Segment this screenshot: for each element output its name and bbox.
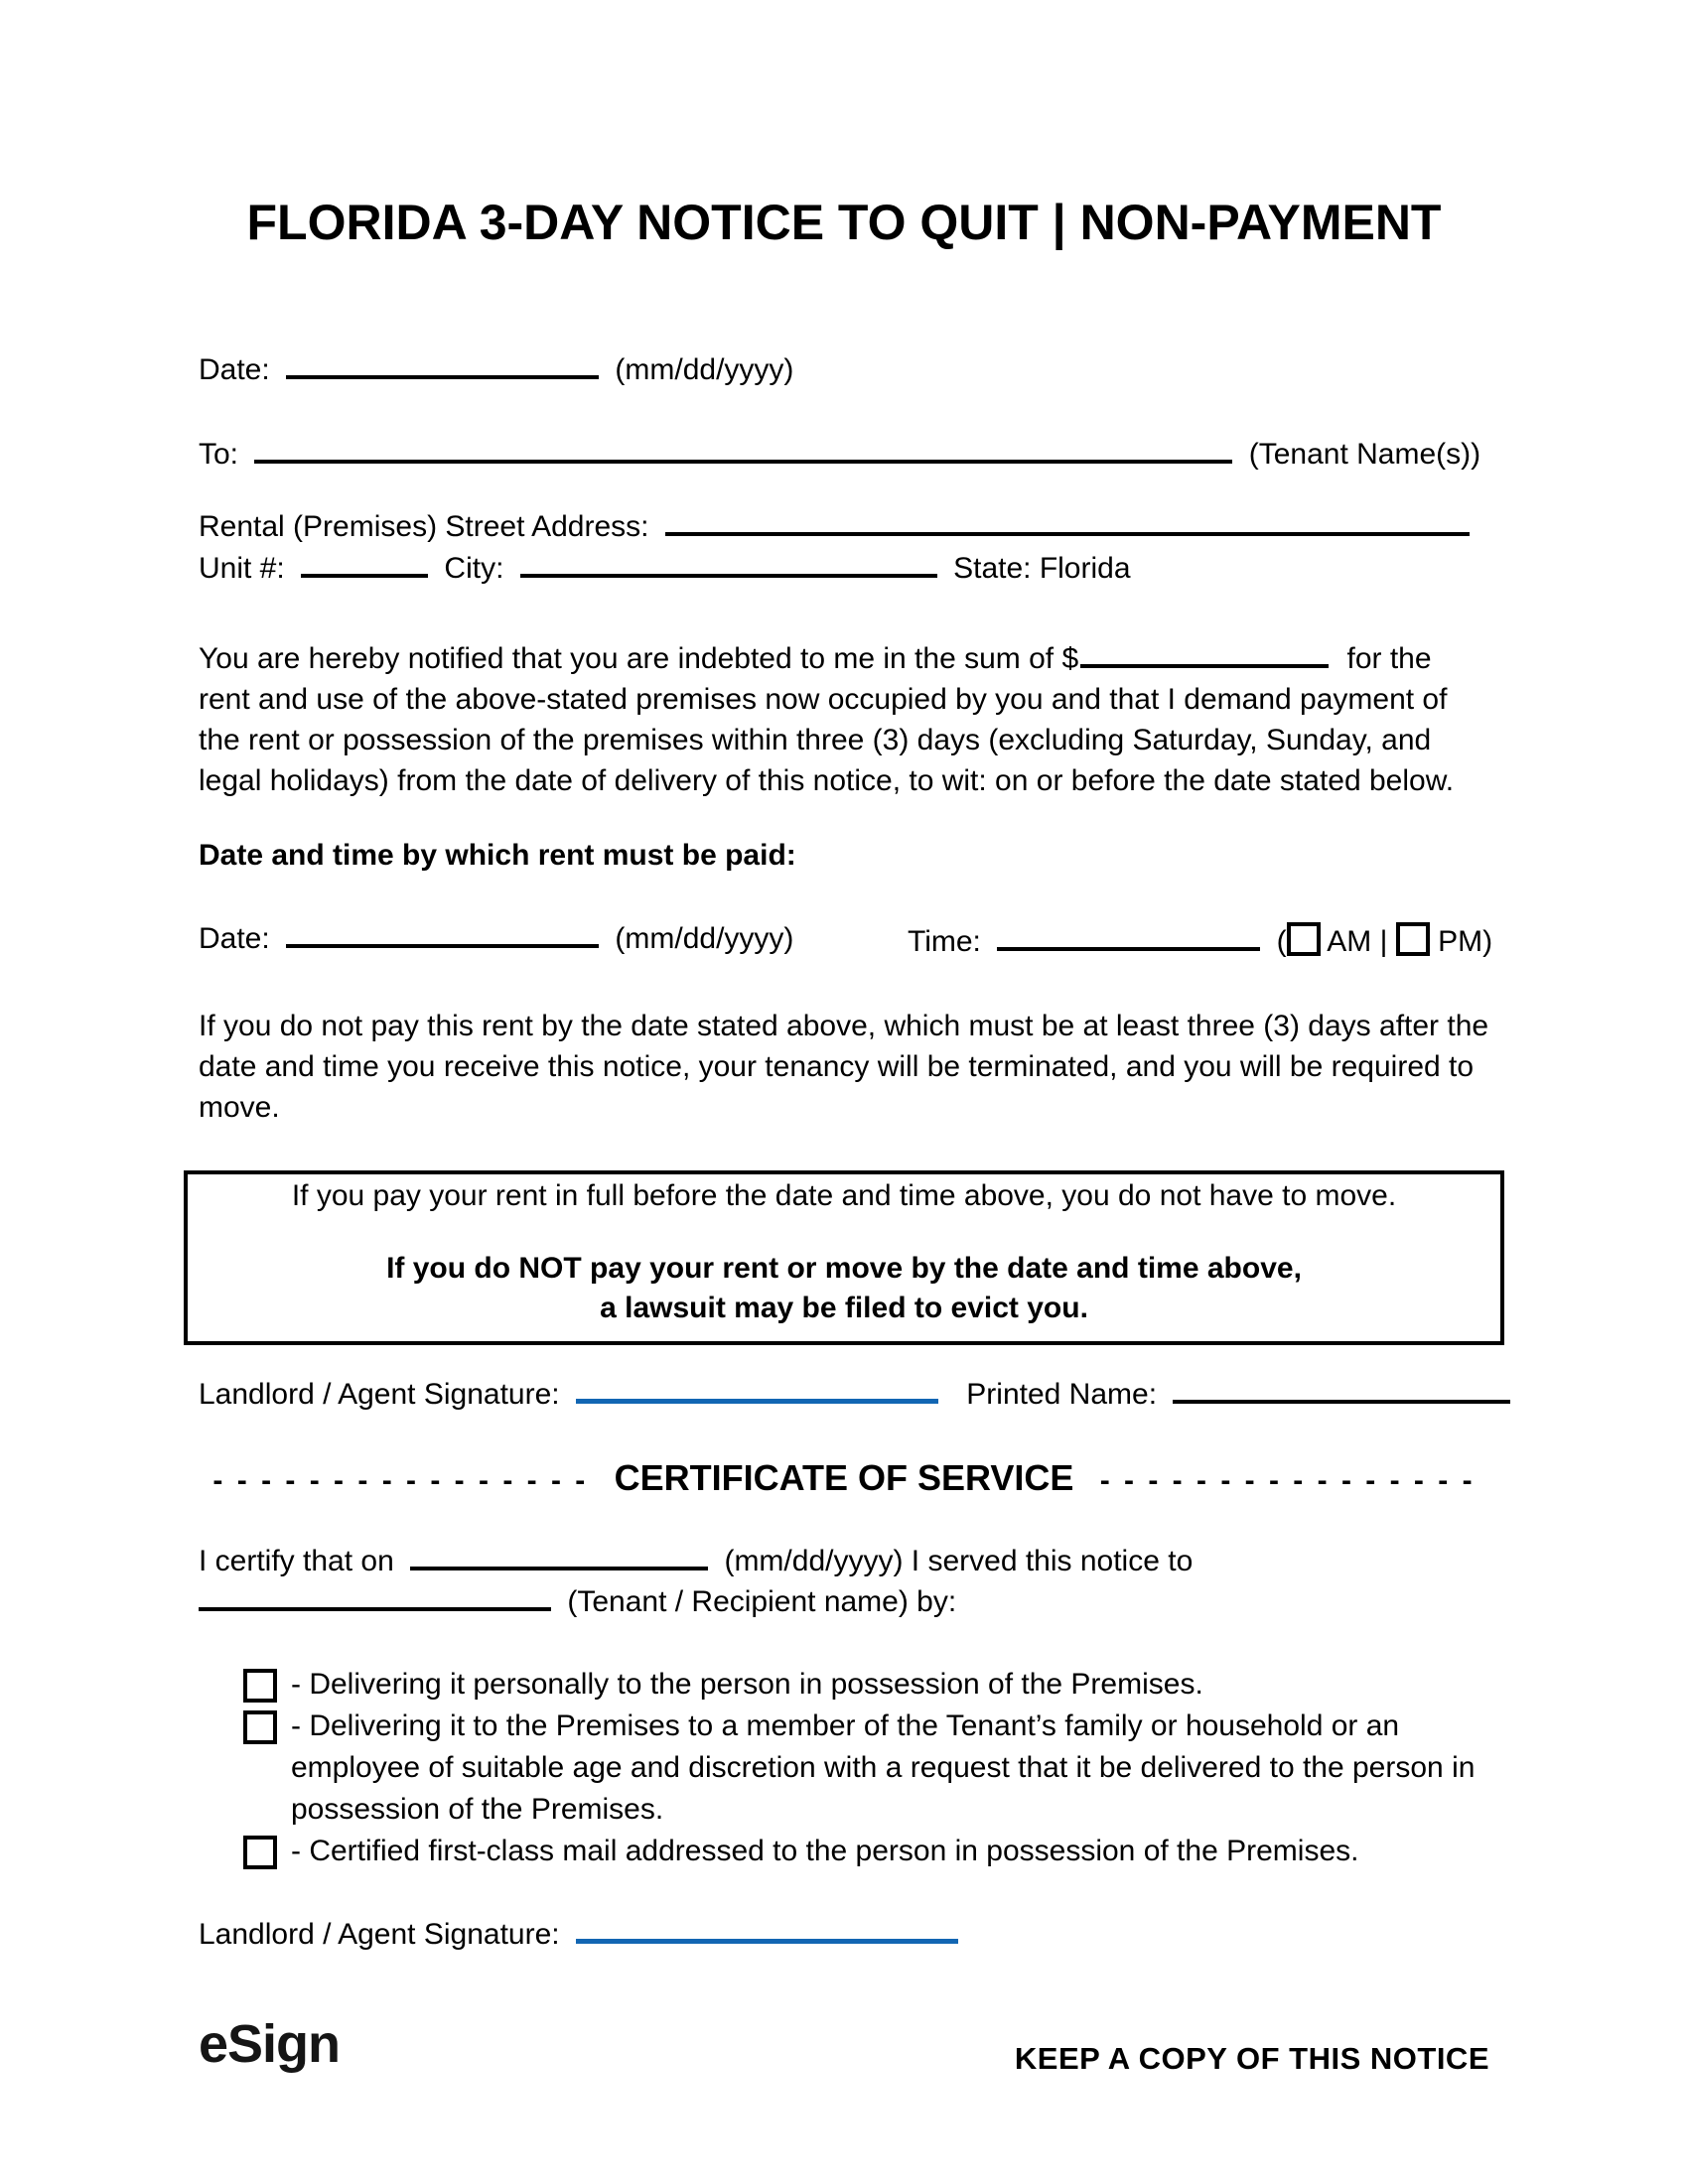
- final-signature-field-blank[interactable]: [576, 1938, 958, 1944]
- pm-checkbox[interactable]: [1396, 922, 1430, 956]
- service-method-item: [243, 1664, 1484, 1706]
- service-method-item: [243, 1831, 1484, 1872]
- tenant-name-field-blank[interactable]: [254, 459, 1232, 464]
- date-format-hint: (mm/dd/yyyy): [615, 353, 794, 386]
- warning-paragraph: If you do not pay this rent by the date stated above, which must be at least three (3) days after the date and time you receive this notice, your tenancy will be terminated, and you will be required to move.: [199, 1010, 1489, 1124]
- service-method-checkbox-2[interactable]: [243, 1710, 277, 1744]
- unit-label: Unit #:: [199, 552, 285, 585]
- tenant-name-hint: (Tenant Name(s)): [1248, 438, 1481, 471]
- certificate-of-service-header: [0, 1457, 1688, 1499]
- deadline-heading: Date and time by which rent must be paid:: [199, 839, 796, 872]
- certify-recipient-field-blank[interactable]: [199, 1606, 551, 1611]
- deadline-time-field-blank[interactable]: [997, 946, 1260, 951]
- date-row: [199, 353, 793, 387]
- city-field-blank[interactable]: [520, 573, 937, 578]
- am-label: AM: [1327, 925, 1372, 958]
- notice-box: [184, 1170, 1504, 1345]
- certificate-heading: CERTIFICATE OF SERVICE: [614, 1457, 1074, 1498]
- service-method-text-1: - Delivering it personally to the person in possession of the Premises.: [291, 1668, 1203, 1701]
- ampm-paren-close: ): [1482, 925, 1493, 958]
- service-method-checkbox-3[interactable]: [243, 1836, 277, 1869]
- to-label: To:: [199, 438, 239, 471]
- demand-paragraph: [199, 638, 1489, 801]
- certify-date-field-blank[interactable]: [410, 1566, 708, 1570]
- certify-row-1: [199, 1545, 1193, 1578]
- state-text: State: Florida: [953, 552, 1131, 585]
- service-method-text-2: - Delivering it to the Premises to a member of the Tenant’s family or household or an employee of suitable age and discretion with a request that it be delivered to the person in possession of the Premises.: [291, 1709, 1476, 1826]
- printed-name-label: Printed Name:: [966, 1378, 1158, 1411]
- am-checkbox[interactable]: [1287, 922, 1321, 956]
- final-signature-row: [199, 1918, 966, 1952]
- pm-label: PM: [1438, 925, 1483, 958]
- deadline-time-row: [908, 922, 1492, 959]
- certify-text-after: (mm/dd/yyyy) I served this notice to: [724, 1545, 1194, 1577]
- unit-city-state-row: [199, 552, 1131, 586]
- notice-box-line1: If you pay your rent in full before the date and time above, you do not have to move.: [291, 1179, 1397, 1212]
- service-method-list: [243, 1664, 1484, 1872]
- landlord-signature-field-blank[interactable]: [576, 1398, 938, 1404]
- keep-copy-note: KEEP A COPY OF THIS NOTICE: [1014, 2041, 1489, 2076]
- certificate-dashes-left: - - - - - - - - - - - - - - - -: [212, 1464, 589, 1497]
- service-method-checkbox-1[interactable]: [243, 1669, 277, 1703]
- deadline-date-field-blank[interactable]: [286, 943, 599, 948]
- document-title: FLORIDA 3-DAY NOTICE TO QUIT | NON-PAYMENT: [246, 195, 1442, 250]
- notice-box-gap: [188, 1216, 1500, 1249]
- date-field-blank[interactable]: [286, 374, 599, 379]
- notice-box-line3: a lawsuit may be filed to evict you.: [600, 1292, 1088, 1324]
- amount-field-blank[interactable]: [1080, 663, 1329, 668]
- date-label: Date:: [199, 353, 270, 386]
- service-method-item: [243, 1706, 1484, 1831]
- certify-recipient-hint: (Tenant / Recipient name) by:: [567, 1585, 957, 1618]
- esign-logo: eSign: [199, 2014, 341, 2074]
- deadline-time-label: Time:: [908, 925, 981, 958]
- landlord-signature-label: Landlord / Agent Signature:: [199, 1378, 560, 1411]
- ampm-pipe: |: [1379, 925, 1388, 958]
- final-signature-label: Landlord / Agent Signature:: [199, 1918, 560, 1951]
- to-row: [199, 438, 1480, 472]
- landlord-signature-row: [199, 1378, 1518, 1412]
- printed-name-field-blank[interactable]: [1173, 1399, 1510, 1404]
- deadline-date-row: [199, 922, 793, 956]
- certify-text-before: I certify that on: [199, 1545, 394, 1577]
- notice-box-line2: If you do NOT pay your rent or move by the date and time above,: [386, 1252, 1302, 1285]
- rental-address-row: [199, 510, 1477, 544]
- rental-address-field-blank[interactable]: [665, 531, 1470, 536]
- demand-text-after-amount: for the rent and use of the above-stated premises now occupied by you and that I demand payment of the rent or possession of the premises within three (3) days (excluding Saturday, Sunday, and legal holidays) from the date of delivery of this notice, to wit: on or before the date stated below.: [199, 642, 1455, 797]
- deadline-date-label: Date:: [199, 922, 270, 955]
- service-method-text-3: - Certified first-class mail addressed to the person in possession of the Premises.: [291, 1835, 1359, 1867]
- certify-row-2: [199, 1585, 956, 1619]
- unit-field-blank[interactable]: [301, 573, 428, 578]
- demand-text-before-amount: You are hereby notified that you are indebted to me in the sum of $: [199, 642, 1079, 675]
- rental-address-label: Rental (Premises) Street Address:: [199, 510, 649, 543]
- city-label: City:: [444, 552, 504, 585]
- ampm-paren-open: (: [1276, 925, 1287, 958]
- deadline-date-format-hint: (mm/dd/yyyy): [615, 922, 794, 955]
- certificate-dashes-right: - - - - - - - - - - - - - - - -: [1099, 1464, 1476, 1497]
